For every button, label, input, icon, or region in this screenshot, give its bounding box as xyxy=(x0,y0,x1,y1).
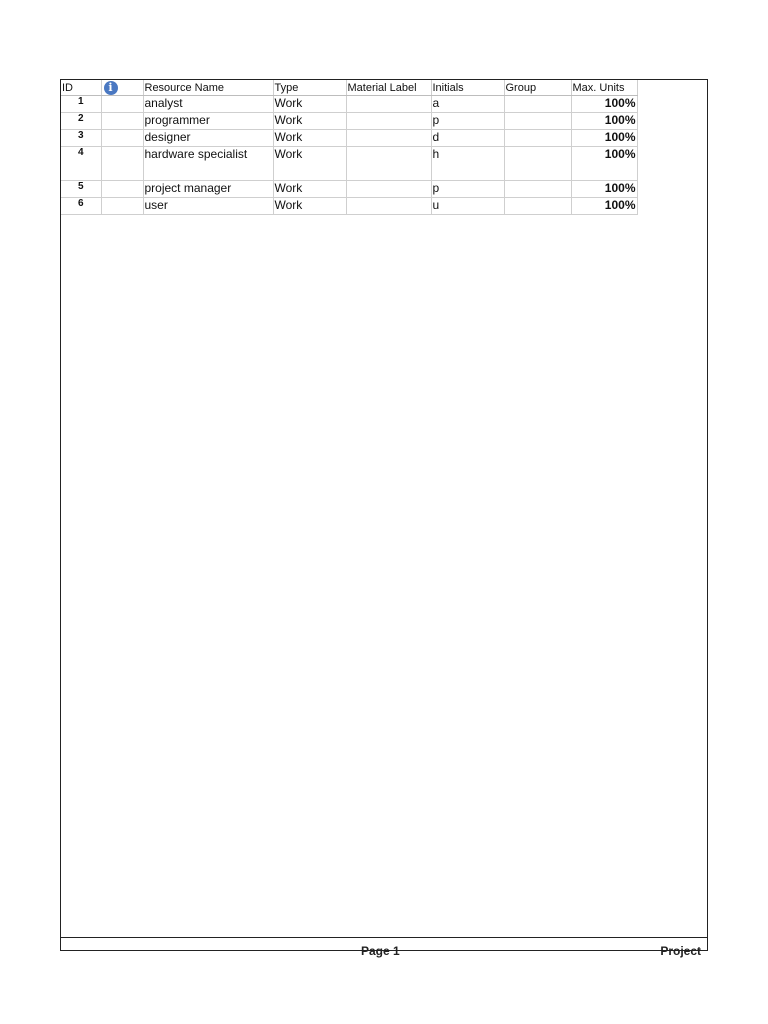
column-header-indicators xyxy=(101,80,143,96)
row-indicator xyxy=(101,96,143,113)
row-max-units: 100% xyxy=(571,198,637,215)
row-material-label xyxy=(346,96,431,113)
row-id: 3 xyxy=(61,130,101,147)
footer-divider xyxy=(61,937,707,938)
row-id: 6 xyxy=(61,198,101,215)
row-group xyxy=(504,113,571,130)
info-icon: i xyxy=(104,81,118,95)
row-resource-name: project manager xyxy=(143,181,273,198)
column-header-material-label: Material Label xyxy=(346,80,431,96)
column-header-resource-name: Resource Name xyxy=(143,80,273,96)
table-header-row xyxy=(61,80,637,96)
row-group xyxy=(504,147,571,181)
row-initials: d xyxy=(431,130,504,147)
footer-project-label: Project xyxy=(660,944,701,958)
row-indicator xyxy=(101,130,143,147)
row-initials: p xyxy=(431,113,504,130)
row-group xyxy=(504,96,571,113)
row-max-units: 100% xyxy=(571,147,637,181)
row-max-units: 100% xyxy=(571,181,637,198)
row-indicator xyxy=(101,147,143,181)
row-resource-name: hardware specialist xyxy=(143,147,273,181)
column-header-type: Type xyxy=(273,80,346,96)
footer-page-number: Page 1 xyxy=(361,944,400,958)
row-material-label xyxy=(346,113,431,130)
row-material-label xyxy=(346,181,431,198)
row-max-units: 100% xyxy=(571,130,637,147)
row-resource-name: programmer xyxy=(143,113,273,130)
row-resource-name: designer xyxy=(143,130,273,147)
row-resource-name: analyst xyxy=(143,96,273,113)
row-resource-name: user xyxy=(143,198,273,215)
row-initials: h xyxy=(431,147,504,181)
table-row xyxy=(61,198,637,215)
row-initials: a xyxy=(431,96,504,113)
column-header-group: Group xyxy=(504,80,571,96)
table-row xyxy=(61,181,637,198)
row-group xyxy=(504,198,571,215)
row-id: 2 xyxy=(61,113,101,130)
resource-sheet-table xyxy=(61,80,638,215)
row-id: 4 xyxy=(61,147,101,181)
row-material-label xyxy=(346,147,431,181)
row-initials: u xyxy=(431,198,504,215)
row-type: Work xyxy=(273,147,346,181)
row-type: Work xyxy=(273,96,346,113)
row-max-units: 100% xyxy=(571,113,637,130)
table-row xyxy=(61,96,637,113)
row-indicator xyxy=(101,181,143,198)
row-id: 1 xyxy=(61,96,101,113)
row-group xyxy=(504,181,571,198)
column-header-max-units: Max. Units xyxy=(571,80,637,96)
row-indicator xyxy=(101,113,143,130)
column-header-id: ID xyxy=(61,80,101,96)
printed-page-frame xyxy=(60,79,708,958)
table-row xyxy=(61,147,637,181)
row-group xyxy=(504,130,571,147)
column-header-initials: Initials xyxy=(431,80,504,96)
row-indicator xyxy=(101,198,143,215)
row-initials: p xyxy=(431,181,504,198)
table-row xyxy=(61,113,637,130)
row-id: 5 xyxy=(61,181,101,198)
row-type: Work xyxy=(273,181,346,198)
row-max-units: 100% xyxy=(571,96,637,113)
row-type: Work xyxy=(273,113,346,130)
row-type: Work xyxy=(273,130,346,147)
row-material-label xyxy=(346,130,431,147)
row-material-label xyxy=(346,198,431,215)
table-row xyxy=(61,130,637,147)
row-type: Work xyxy=(273,198,346,215)
